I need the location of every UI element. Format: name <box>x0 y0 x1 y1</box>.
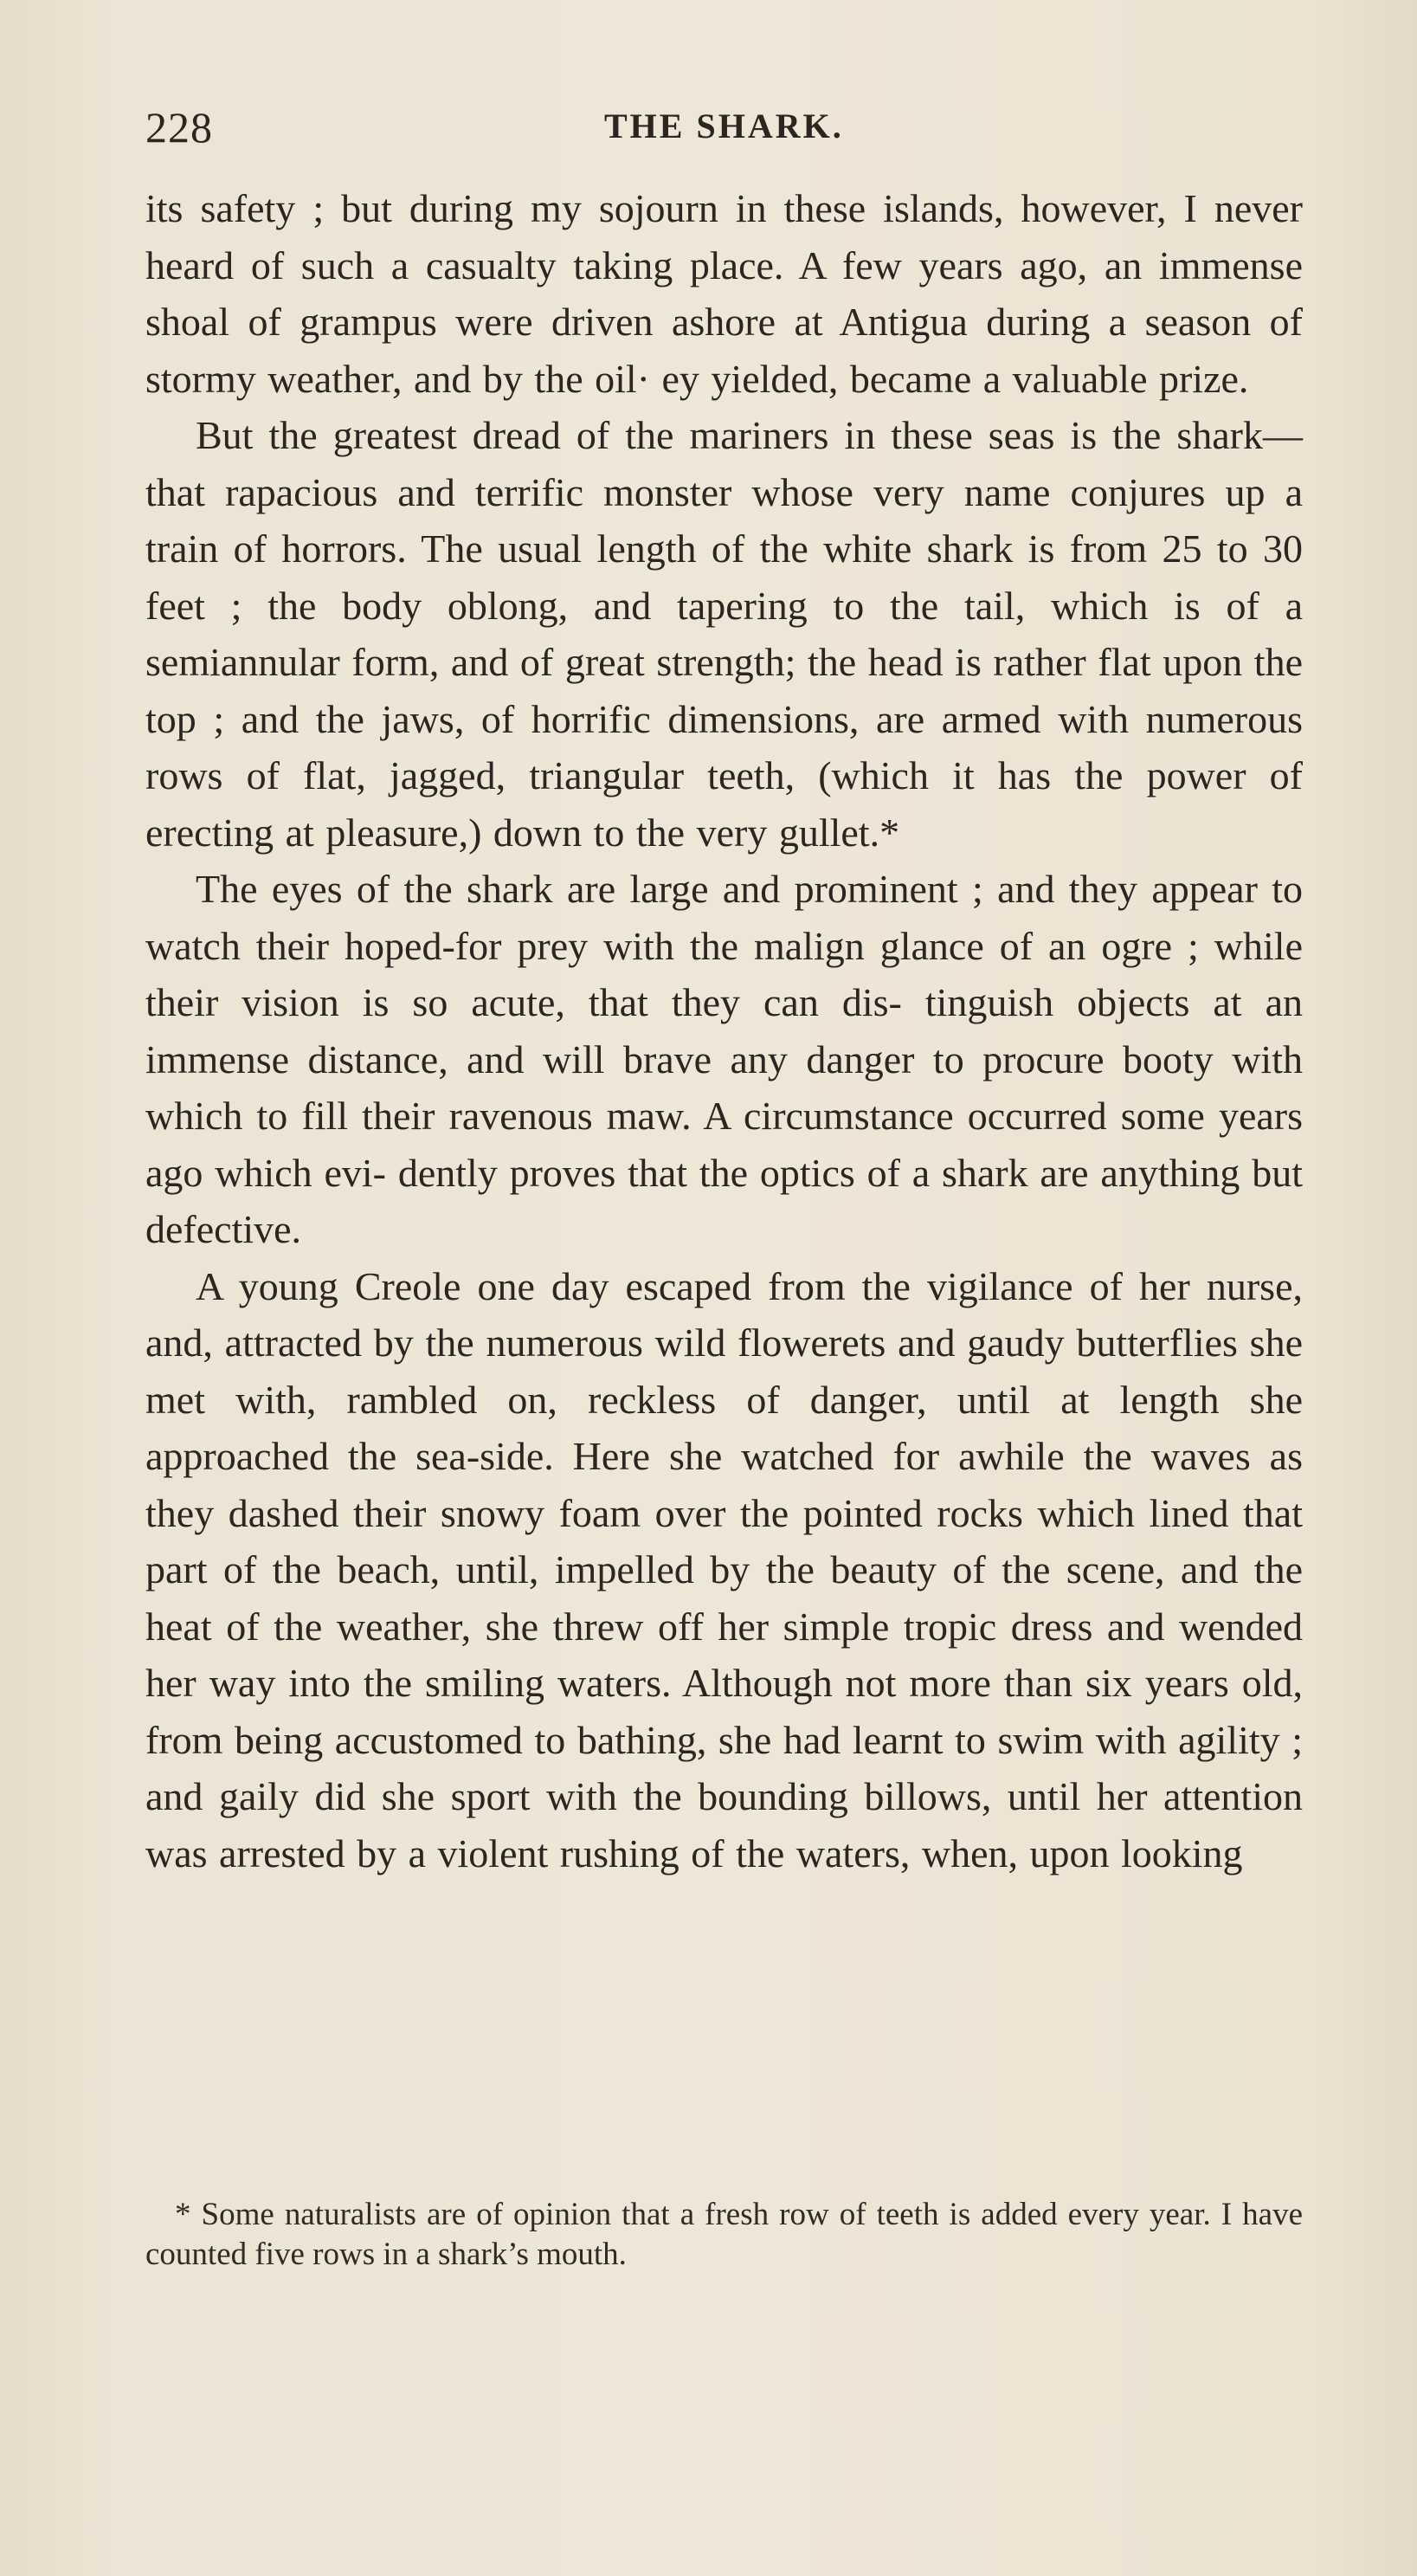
paragraph: But the greatest dread of the mariners in these seas is the shark—that rapacious and terrific monster whose very name conjures up a train of horrors. The usual length of the white shark is from 25 to 30 feet ; the body oblong, and tapering to the tail, which is of a semiannular form, and of great strength; the head is rather flat upon the top ; and the jaws, of horrific dimensions, are armed with numerous rows of flat, jagged, triangular teeth, (which it has the power of erecting at pleasure,) down to the very gullet.* <box>145 413 1303 855</box>
paragraph: The eyes of the shark are large and prominent ; and they appear to watch their hoped-for prey with the malign glance of an ogre ; while their vision is so acute, that they can dis- tinguish objects at an immense distance, and will brave any danger to procure booty with which to fill their ravenous maw. A circumstance occurred some years ago which evi- dently proves that the optics of a shark are anything but defective. <box>145 867 1303 1251</box>
paragraph: A young Creole one day escaped from the vigilance of her nurse, and, attracted by the numerous wild flowerets and gaudy butterflies she met with, rambled on, reckless of danger, until at length she approached the sea-side. Here she watched for awhile the waves as they dashed their snowy foam over the pointed rocks which lined that part of the beach, until, impelled by the beauty of the scene, and the heat of the weather, she threw off her simple tropic dress and wended her way into the smiling waters. Although not more than six years old, from being accustomed to bathing, she had learnt to swim with agility ; and gaily did she sport with the bounding billows, until her attention was arrested by a violent rushing of the waters, when, upon looking <box>145 1263 1303 1876</box>
body-text <box>145 180 1303 1882</box>
paragraph: its safety ; but during my sojourn in these islands, however, I never heard of such a casualty taking place. A few years ago, an immense shoal of grampus were driven ashore at Antigua during a season of stormy weather, and by the oil· ey yielded, became a valuable prize. <box>145 186 1303 401</box>
page-header <box>145 102 1305 156</box>
running-head: THE SHARK. <box>604 107 844 145</box>
page-number: 228 <box>145 103 213 152</box>
footnote: * Some naturalists are of opinion that a fresh row of teeth is added every year. I have counted five rows in a shark’s mouth. <box>145 2197 1303 2272</box>
